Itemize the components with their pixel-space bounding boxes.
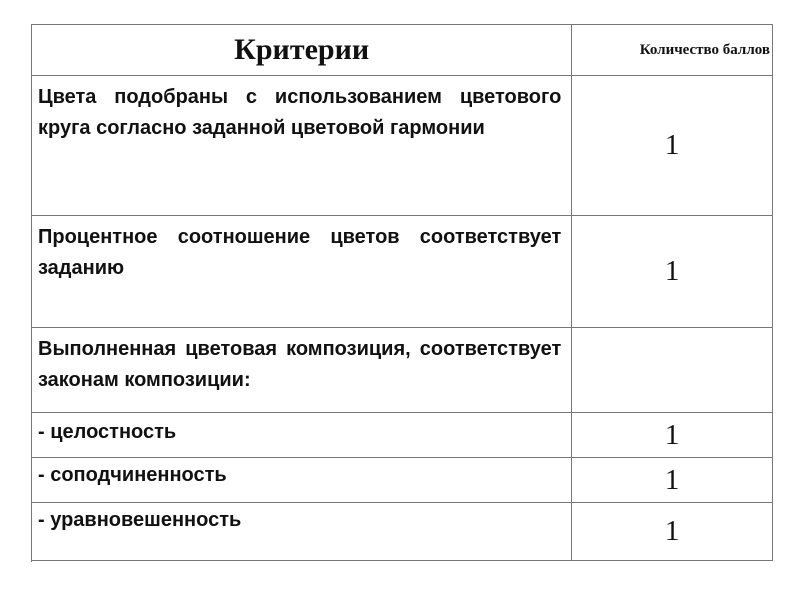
criteria-text: - целостность <box>38 421 177 443</box>
table-row <box>32 503 773 561</box>
criteria-cell <box>32 216 572 327</box>
criteria-text: - соподчиненность <box>38 464 227 486</box>
table-row <box>32 328 773 413</box>
criteria-text: Выполненная цветовая композиция, соответствует законам композиции: <box>38 338 562 391</box>
score-cell <box>572 328 773 412</box>
score-cell: 1 <box>572 76 773 215</box>
table-row <box>32 216 773 328</box>
score-cell: 1 <box>572 503 773 560</box>
criteria-cell <box>32 503 572 560</box>
criteria-cell <box>32 328 572 412</box>
criteria-cell <box>32 76 572 215</box>
table-row <box>32 413 773 458</box>
criteria-cell <box>32 413 572 457</box>
table-header-row <box>32 25 773 76</box>
score-cell: 1 <box>572 458 773 502</box>
table-row <box>32 76 773 216</box>
criteria-text: Цвета подобраны с использованием цветового круга согласно заданной цветовой гармонии <box>38 86 562 139</box>
criteria-header: Критерии <box>32 25 572 75</box>
score-cell: 1 <box>572 216 773 327</box>
criteria-table <box>31 24 773 562</box>
criteria-text: - уравновешенность <box>38 509 242 531</box>
criteria-text: Процентное соотношение цветов соответствует заданию <box>38 226 562 279</box>
criteria-cell <box>32 458 572 502</box>
table-row <box>32 458 773 503</box>
score-header: Количество баллов <box>572 25 773 75</box>
score-cell: 1 <box>572 413 773 457</box>
